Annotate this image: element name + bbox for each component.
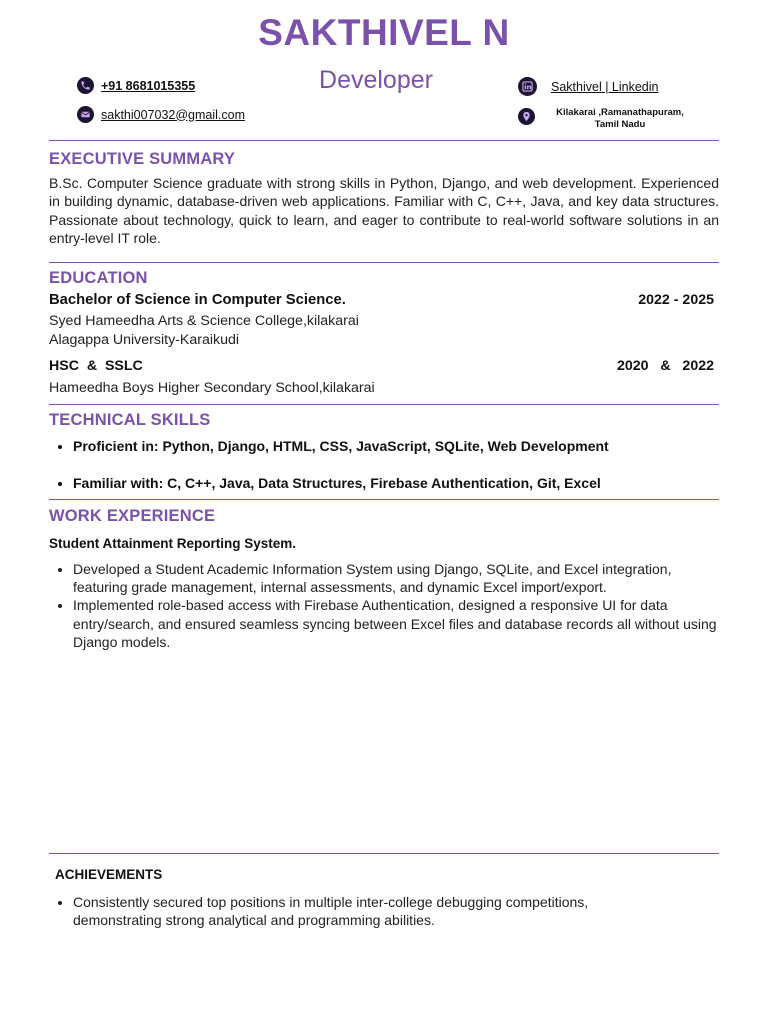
achievements-heading: ACHIEVEMENTS <box>55 867 163 882</box>
experience-heading: WORK EXPERIENCE <box>49 507 216 525</box>
location-text <box>545 107 695 131</box>
school-title: HSC & SSLC <box>49 358 143 374</box>
degree-title: Bachelor of Science in Computer Science. <box>49 292 346 308</box>
degree-years: 2022 - 2025 <box>638 292 714 308</box>
school-years: 2020 & 2022 <box>616 358 714 374</box>
divider <box>49 262 719 263</box>
divider <box>49 140 719 141</box>
location-line-2: Tamil Nadu <box>594 119 646 130</box>
linkedin-link[interactable]: Sakthivel | Linkedin <box>551 79 659 94</box>
email-address[interactable]: sakthi007032@gmail.com <box>101 107 246 122</box>
experience-item: • Implemented role-based access with Firebase Authentication, designed a responsive UI for data entry/search, and ensured seamless syncing between Excel files and database records all without using Django models. <box>73 596 718 651</box>
skills-list <box>49 437 733 492</box>
divider <box>49 853 719 854</box>
job-title: Developer <box>319 66 433 94</box>
location-contact <box>518 108 542 125</box>
location-icon <box>518 108 535 125</box>
achievement-item: • Consistently secured top positions in multiple inter-college debugging competitions, demonstrating strong analytical and programming abilities. <box>73 893 673 929</box>
phone-contact[interactable] <box>77 77 195 94</box>
experience-list <box>49 560 718 651</box>
location-line-1: Kilakarai ,Ramanathapuram, <box>556 107 684 118</box>
summary-heading: EXECUTIVE SUMMARY <box>49 150 236 168</box>
phone-number[interactable]: +91 8681015355 <box>101 78 196 93</box>
email-icon <box>77 106 94 123</box>
education-heading: EDUCATION <box>49 269 148 287</box>
linkedin-icon <box>518 77 537 96</box>
email-contact[interactable] <box>77 106 245 123</box>
project-title: Student Attainment Reporting System. <box>49 536 297 551</box>
candidate-name: SAKTHIVEL N <box>258 12 510 53</box>
skills-heading: TECHNICAL SKILLS <box>49 411 211 429</box>
college-name: Syed Hameedha Arts & Science College,kilakarai <box>49 313 359 329</box>
achievements-list <box>49 893 673 929</box>
experience-item: • Developed a Student Academic Information System using Django, SQLite, and Excel integration, featuring grade management, internal assessments, and dynamic Excel import/export. <box>73 560 718 596</box>
degree-row <box>49 292 714 308</box>
summary-text: B.Sc. Computer Science graduate with strong skills in Python, Django, and web development. Experienced in building dynamic, database-driven web applications. Familiar with C, C++, Java, and key data structures. Passionate about technology, quick to learn, and eager to contribute to real-world software solutions in an entry-level IT role. <box>49 175 719 247</box>
phone-icon <box>77 77 94 94</box>
skill-item: • Proficient in: Python, Django, HTML, CSS, JavaScript, SQLite, Web Development <box>73 437 733 455</box>
divider <box>49 404 719 405</box>
divider <box>49 499 719 500</box>
linkedin-contact[interactable] <box>518 77 658 96</box>
university-name: Alagappa University-Karaikudi <box>49 332 240 348</box>
school-row <box>49 358 714 374</box>
skill-item: • Familiar with: C, C++, Java, Data Structures, Firebase Authentication, Git, Excel <box>73 474 733 492</box>
school-name: Hameedha Boys Higher Secondary School,kilakarai <box>49 380 375 396</box>
